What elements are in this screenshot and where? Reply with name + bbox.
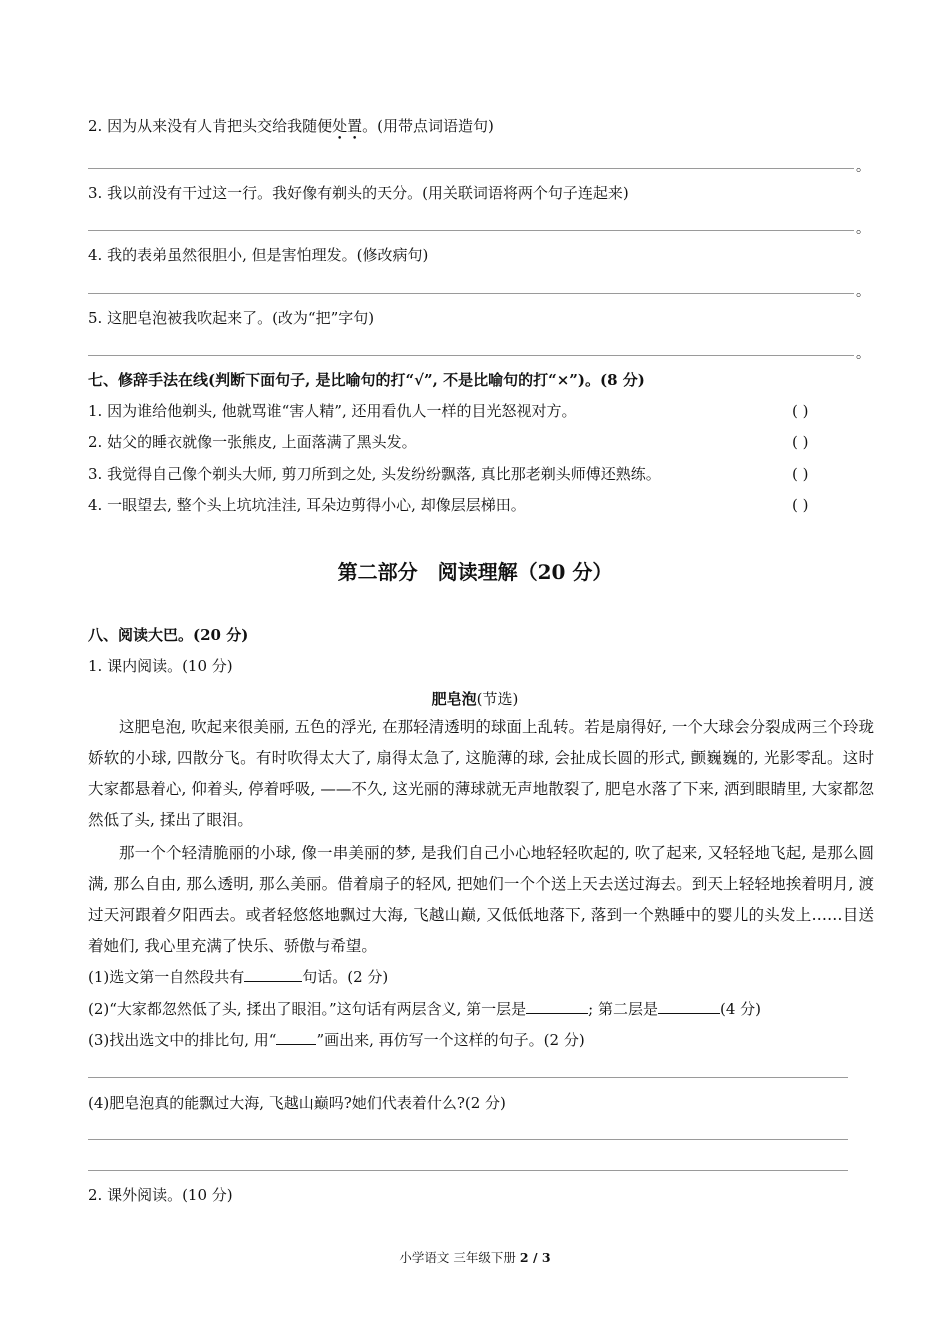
s7-item-4: 4. 一眼望去, 整个头上坑坑洼洼, 耳朵边剪得小心, 却像层层梯田。 (88, 496, 526, 514)
rq1-blank[interactable] (244, 967, 302, 982)
page-footer (0, 1248, 950, 1266)
answer-line-q5[interactable] (88, 355, 854, 356)
answer-line-q4[interactable] (88, 293, 854, 294)
reading-question-1 (88, 967, 388, 987)
s7-item-1: 1. 因为谁给他剃头, 他就骂谁“害人精”, 还用看仇人一样的目光怒视对方。 (88, 402, 577, 420)
s7-answer-box-3[interactable]: ( ) (792, 465, 809, 483)
question-2-after: 。(用带点词语造句) (362, 117, 494, 135)
rq2-after: (4 分) (720, 1000, 762, 1018)
dotted-char-1: 处 (332, 117, 348, 135)
rq3-before: (3)找出选文中的排比句, 用“ (88, 1031, 277, 1049)
answer-line-rq4-2[interactable] (88, 1170, 848, 1171)
s7-item-3: 3. 我觉得自己像个剃头大师, 剪刀所到之处, 头发纷纷飘落, 真比那老剃头师傅还熟练。 (88, 465, 661, 483)
rq1-after: 句话。(2 分) (302, 968, 389, 986)
answer-period-q2: 。 (856, 159, 870, 175)
reading-1-label: 1. 课内阅读。(10 分) (88, 657, 233, 675)
part-2-title: 第二部分 阅读理解（20 分） (337, 560, 613, 584)
question-2 (88, 116, 494, 136)
rq3-after: ”画出来, 再仿写一个这样的句子。(2 分) (316, 1031, 585, 1049)
question-3: 3. 我以前没有干过这一行。我好像有剃头的天分。(用关联词语将两个句子连起来) (88, 184, 629, 202)
rq2-blank-1[interactable] (526, 999, 588, 1014)
reading-question-4: (4)肥皂泡真的能飘过大海, 飞越山巅吗?她们代表着什么?(2 分) (88, 1094, 506, 1112)
reading-question-3 (88, 1030, 585, 1050)
page-number: 2 / 3 (519, 1250, 551, 1265)
answer-line-rq3[interactable] (88, 1077, 848, 1078)
s7-answer-box-2[interactable]: ( ) (792, 433, 809, 451)
rq2-mid: ; 第二层是 (588, 1000, 658, 1018)
passage-title-text: 肥皂泡 (431, 690, 477, 708)
answer-period-q4: 。 (856, 284, 870, 300)
answer-period-q5: 。 (856, 346, 870, 362)
section-8-title: 八、阅读大巴。(20 分) (88, 626, 249, 644)
s7-answer-box-4[interactable]: ( ) (792, 496, 809, 514)
rq2-blank-2[interactable] (658, 999, 720, 1014)
s7-answer-box-1[interactable]: ( ) (792, 402, 809, 420)
answer-line-q3[interactable] (88, 230, 854, 231)
s7-item-2: 2. 姑父的睡衣就像一张熊皮, 上面落满了黑头发。 (88, 433, 417, 451)
answer-period-q3: 。 (856, 221, 870, 237)
question-2-before: 2. 因为从来没有人肯把头交给我随便 (88, 117, 333, 135)
passage-title-note: (节选) (476, 690, 519, 708)
footer-text: 小学语文 三年级下册 (399, 1250, 516, 1265)
section-7-title: 七、修辞手法在线(判断下面句子, 是比喻句的打“√”, 不是比喻句的打“×”)。(8 分) (88, 371, 645, 389)
answer-line-rq4-1[interactable] (88, 1139, 848, 1140)
reading-question-2 (88, 999, 761, 1019)
question-5: 5. 这肥皂泡被我吹起来了。(改为“把”字句) (88, 309, 375, 327)
passage-paragraph-1: 这肥皂泡, 吹起来很美丽, 五色的浮光, 在那轻清透明的球面上乱转。若是扇得好, 一个大球会分裂成两三个玲珑娇软的小球, 四散分飞。有时吹得太大了, 扇得太急了, 这脆薄的球, 会扯成长圆的形式, 颤巍巍的, 光影零乱。这时大家都悬着心, 仰着头, 停着呼吸, ——不久, 这光丽的薄球就无声地散裂了, 肥皂水落了下来, 洒到眼睛里, 大家都忽然低了头, 揉出了眼泪。 (88, 718, 874, 829)
dotted-char-2: 置 (347, 117, 363, 135)
question-4: 4. 我的表弟虽然很胆小, 但是害怕理发。(修改病句) (88, 246, 429, 264)
rq1-before: (1)选文第一自然段共有 (88, 968, 245, 986)
passage-title (0, 688, 950, 709)
rq3-underline-sample (276, 1030, 316, 1045)
rq2-before: (2)“大家都忽然低了头, 揉出了眼泪。”这句话有两层含义, 第一层是 (88, 1000, 527, 1018)
reading-2-label: 2. 课外阅读。(10 分) (88, 1186, 233, 1204)
answer-line-q2[interactable] (88, 168, 854, 169)
passage-paragraph-2: 那一个个轻清脆丽的小球, 像一串美丽的梦, 是我们自己小心地轻轻吹起的, 吹了起来, 又轻轻地飞起, 是那么圆满, 那么自由, 那么透明, 那么美丽。借着扇子的轻风, 把她们一个个送上天去送过海去。到天上轻轻地挨着明月, 渡过天河跟着夕阳西去。或者轻悠悠地飘过大海, 飞越山巅, 又低低地落下, 落到一个熟睡中的婴儿的头发上……目送着她们, 我心里充满了快乐、骄傲与希望。 (88, 844, 874, 955)
